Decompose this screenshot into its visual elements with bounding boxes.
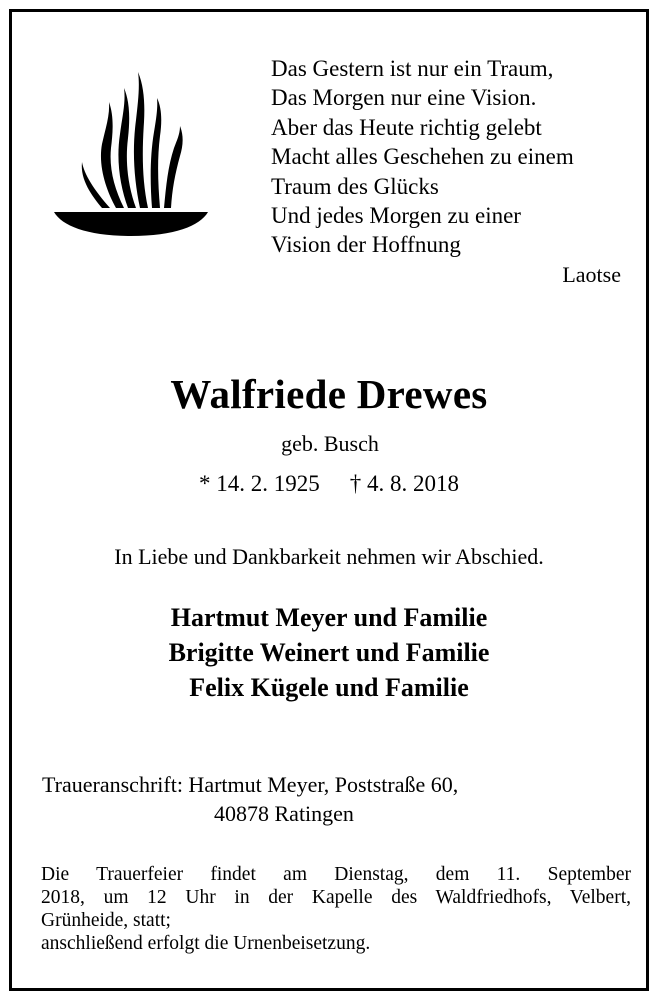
address-line: 40878 Ratingen: [214, 801, 354, 826]
service-line: 2018, um 12 Uhr in der Kapelle des Waldfriedhofs, Velbert,: [41, 887, 631, 908]
funeral-service-info: [41, 863, 631, 955]
life-dates: [12, 471, 646, 497]
poem-line: Aber das Heute richtig gelebt: [271, 114, 542, 140]
mourner: Brigitte Weinert und Familie: [168, 638, 490, 667]
poem-line: Und jedes Morgen zu einer: [271, 203, 521, 229]
service-line: anschließend erfolgt die Urnenbeisetzung.: [41, 933, 371, 954]
obituary-notice: [9, 9, 649, 991]
deceased-name: Walfriede Drewes: [170, 371, 488, 417]
flame-bowl-icon: [54, 68, 208, 236]
service-line: Grünheide, statt;: [41, 910, 171, 931]
flame-stroke: [118, 88, 136, 208]
death-date: † 4. 8. 2018: [349, 471, 459, 496]
mourners-list: [12, 600, 646, 705]
service-line: Die Trauerfeier findet am Dienstag, dem 11. September: [41, 864, 631, 885]
maiden-name: geb. Busch: [281, 431, 379, 456]
flame-stroke: [151, 98, 162, 208]
condolence-address: [42, 770, 458, 828]
poem-line: Das Morgen nur eine Vision.: [271, 85, 537, 111]
birth-date: * 14. 2. 1925: [199, 471, 320, 496]
flame-stroke: [134, 72, 148, 208]
poem-author: Laotse: [562, 262, 621, 287]
flame-stroke: [164, 126, 183, 208]
poem-line: Macht alles Geschehen zu einem: [271, 144, 574, 170]
poem: [271, 54, 574, 260]
mourner: Felix Kügele und Familie: [189, 673, 469, 702]
poem-line: Vision der Hoffnung: [271, 232, 461, 258]
address-line: Traueranschrift: Hartmut Meyer, Poststraße 60,: [42, 772, 459, 797]
farewell-text: In Liebe und Dankbarkeit nehmen wir Abschied.: [114, 544, 544, 569]
bowl: [54, 212, 208, 236]
poem-line: Traum des Glücks: [271, 173, 439, 199]
poem-line: Das Gestern ist nur ein Traum,: [271, 56, 554, 81]
mourner: Hartmut Meyer und Familie: [170, 603, 488, 632]
